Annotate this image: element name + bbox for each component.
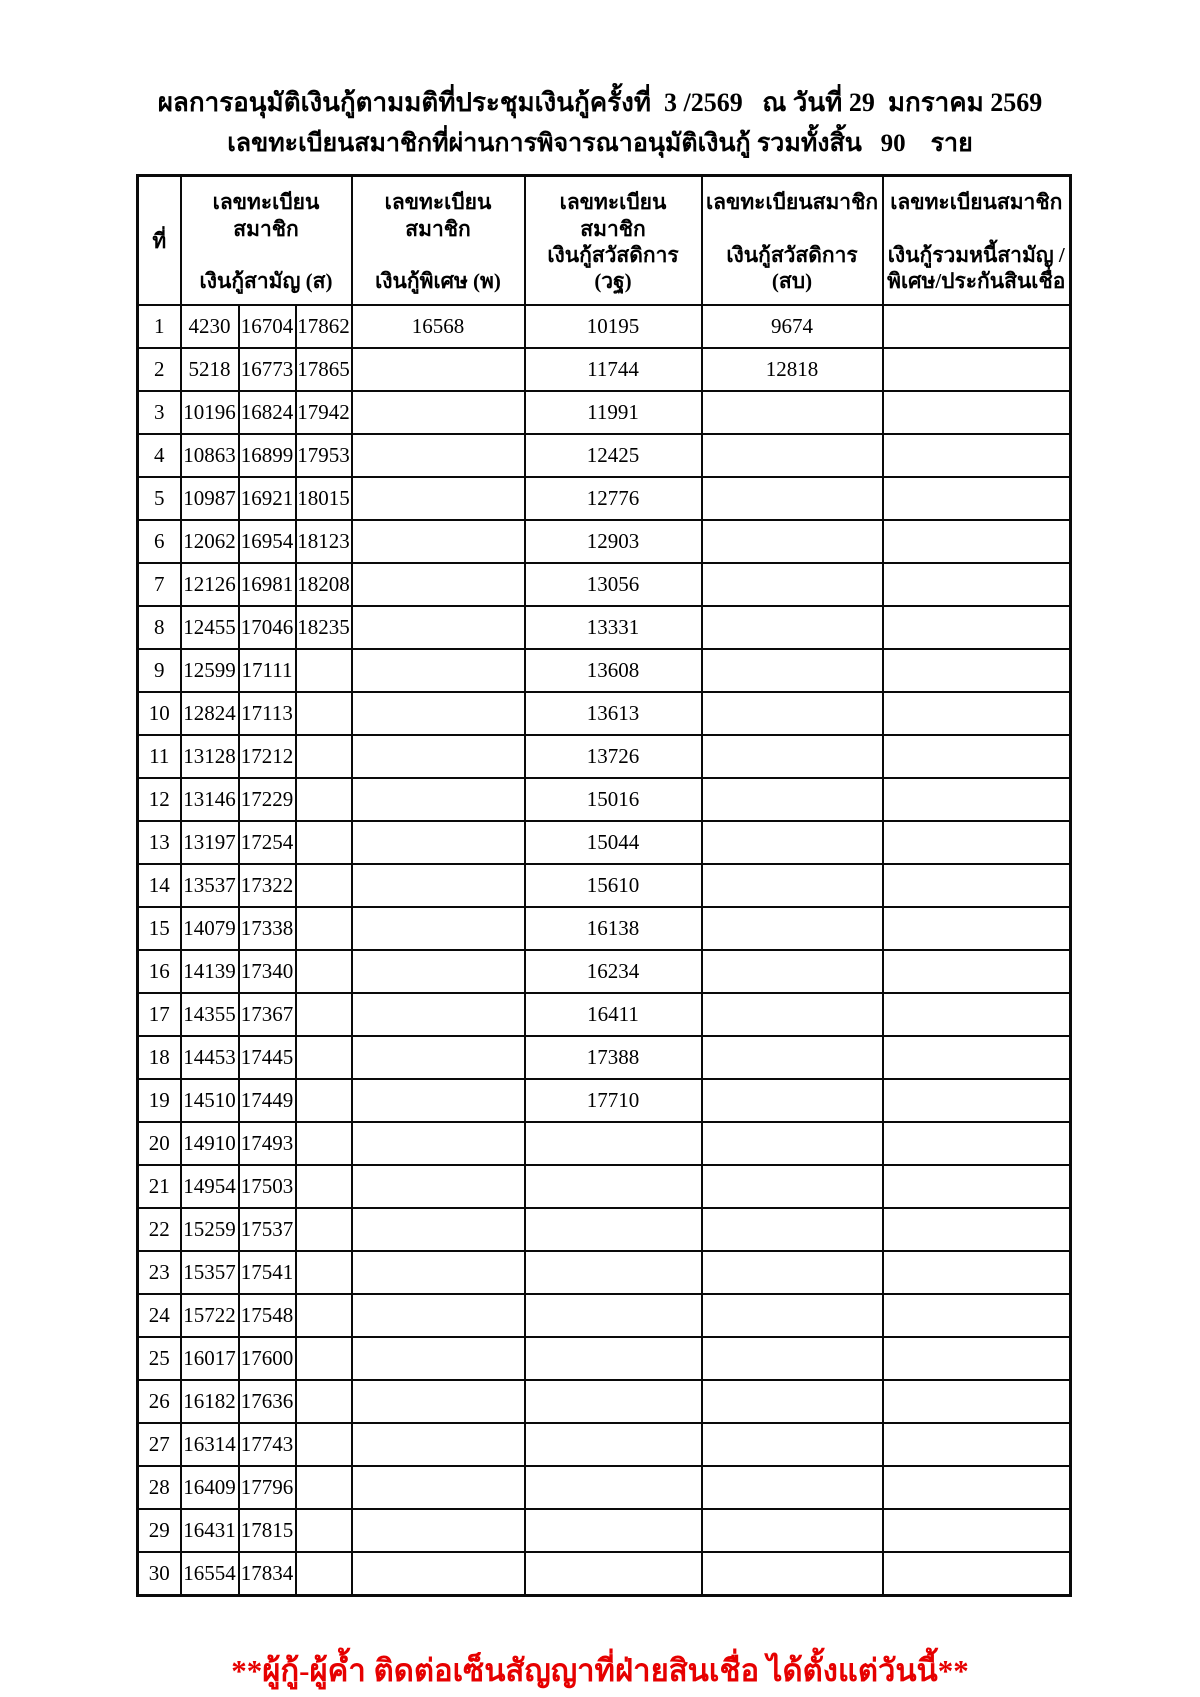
cell-samanya_2: 17815: [239, 1509, 296, 1552]
cell-welfare_sb: [702, 950, 883, 993]
cell-welfare_wt: [525, 1423, 702, 1466]
cell-welfare_wt: 12425: [525, 434, 702, 477]
cell-welfare_wt: 16138: [525, 907, 702, 950]
cell-samanya_1: 14079: [181, 907, 239, 950]
cell-welfare_wt: [525, 1294, 702, 1337]
cell-welfare_sb: [702, 1165, 883, 1208]
cell-no: 15: [138, 907, 181, 950]
cell-welfare_wt: 13726: [525, 735, 702, 778]
cell-samanya_3: [296, 735, 352, 778]
cell-no: 30: [138, 1552, 181, 1596]
cell-special: [352, 692, 525, 735]
cell-welfare_sb: [702, 692, 883, 735]
table-row: [138, 1552, 1071, 1596]
cell-no: 16: [138, 950, 181, 993]
cell-welfare_wt: [525, 1509, 702, 1552]
table-row: [138, 864, 1071, 907]
header-welfare-wt-line1: เลขทะเบียนสมาชิก: [559, 190, 667, 241]
cell-samanya_2: 17367: [239, 993, 296, 1036]
cell-samanya_3: [296, 1036, 352, 1079]
cell-welfare_sb: [702, 649, 883, 692]
cell-special: [352, 1294, 525, 1337]
cell-combined: [883, 606, 1071, 649]
cell-no: 4: [138, 434, 181, 477]
cell-welfare_sb: [702, 1251, 883, 1294]
cell-samanya_3: [296, 778, 352, 821]
cell-samanya_3: [296, 1337, 352, 1380]
cell-samanya_3: 18235: [296, 606, 352, 649]
table-row: [138, 1122, 1071, 1165]
cell-welfare_wt: 12903: [525, 520, 702, 563]
cell-welfare_wt: [525, 1208, 702, 1251]
cell-no: 20: [138, 1122, 181, 1165]
header-welfare-wt: [525, 176, 702, 306]
cell-samanya_2: 17537: [239, 1208, 296, 1251]
header-combined-line3: พิเศษ/ประกันสินเชื่อ: [887, 269, 1066, 294]
cell-welfare_sb: [702, 1079, 883, 1122]
cell-special: [352, 477, 525, 520]
cell-samanya_1: 16314: [181, 1423, 239, 1466]
cell-welfare_wt: [525, 1380, 702, 1423]
cell-samanya_1: 10196: [181, 391, 239, 434]
cell-samanya_1: 5218: [181, 348, 239, 391]
cell-combined: [883, 520, 1071, 563]
cell-no: 13: [138, 821, 181, 864]
cell-samanya_2: 17541: [239, 1251, 296, 1294]
cell-combined: [883, 1208, 1071, 1251]
cell-no: 21: [138, 1165, 181, 1208]
cell-samanya_1: 14954: [181, 1165, 239, 1208]
cell-samanya_3: [296, 864, 352, 907]
cell-welfare_wt: 13613: [525, 692, 702, 735]
cell-welfare_sb: [702, 606, 883, 649]
cell-combined: [883, 1165, 1071, 1208]
cell-special: [352, 348, 525, 391]
cell-combined: [883, 1552, 1071, 1596]
cell-combined: [883, 1380, 1071, 1423]
cell-samanya_3: [296, 1552, 352, 1596]
cell-welfare_wt: [525, 1251, 702, 1294]
cell-samanya_3: [296, 1509, 352, 1552]
cell-samanya_1: 16554: [181, 1552, 239, 1596]
cell-combined: [883, 1036, 1071, 1079]
cell-no: 28: [138, 1466, 181, 1509]
cell-no: 5: [138, 477, 181, 520]
cell-special: [352, 563, 525, 606]
header-combined: [883, 176, 1071, 306]
cell-samanya_2: 17046: [239, 606, 296, 649]
table-row: [138, 305, 1071, 348]
table-row: [138, 950, 1071, 993]
cell-combined: [883, 434, 1071, 477]
cell-welfare_sb: 12818: [702, 348, 883, 391]
cell-special: [352, 1251, 525, 1294]
cell-samanya_3: [296, 649, 352, 692]
cell-welfare_sb: [702, 993, 883, 1036]
page-subtitle: เลขทะเบียนสมาชิกที่ผ่านการพิจารณาอนุมัติเงินกู้ รวมทั้งสิ้น 90 ราย: [227, 129, 973, 157]
header-special: [352, 176, 525, 306]
cell-samanya_1: 14910: [181, 1122, 239, 1165]
cell-welfare_wt: 10195: [525, 305, 702, 348]
cell-special: [352, 520, 525, 563]
table-row: [138, 1380, 1071, 1423]
table-row: [138, 907, 1071, 950]
cell-samanya_2: 17548: [239, 1294, 296, 1337]
cell-combined: [883, 1079, 1071, 1122]
cell-welfare_wt: 15044: [525, 821, 702, 864]
cell-samanya_1: 12824: [181, 692, 239, 735]
cell-special: [352, 907, 525, 950]
cell-special: [352, 606, 525, 649]
cell-no: 12: [138, 778, 181, 821]
table-row: [138, 391, 1071, 434]
cell-samanya_1: 13197: [181, 821, 239, 864]
cell-samanya_3: [296, 1294, 352, 1337]
cell-welfare_sb: [702, 1337, 883, 1380]
cell-samanya_2: 17338: [239, 907, 296, 950]
cell-combined: [883, 477, 1071, 520]
cell-no: 9: [138, 649, 181, 692]
cell-no: 17: [138, 993, 181, 1036]
cell-no: 19: [138, 1079, 181, 1122]
cell-combined: [883, 563, 1071, 606]
cell-samanya_2: 17229: [239, 778, 296, 821]
cell-welfare_wt: [525, 1337, 702, 1380]
cell-samanya_1: 4230: [181, 305, 239, 348]
header-welfare-sb-line1: เลขทะเบียนสมาชิก: [705, 190, 879, 215]
cell-welfare_sb: [702, 1509, 883, 1552]
table-row: [138, 649, 1071, 692]
cell-no: 25: [138, 1337, 181, 1380]
cell-samanya_3: [296, 1380, 352, 1423]
table-row: [138, 1294, 1071, 1337]
table-row: [138, 692, 1071, 735]
cell-samanya_3: [296, 1466, 352, 1509]
cell-samanya_2: 17322: [239, 864, 296, 907]
cell-welfare_wt: 17388: [525, 1036, 702, 1079]
cell-samanya_2: 17503: [239, 1165, 296, 1208]
header-samanya-line1: เลขทะเบียนสมาชิก: [212, 190, 320, 241]
cell-welfare_sb: [702, 821, 883, 864]
cell-special: [352, 1036, 525, 1079]
cell-welfare_sb: [702, 778, 883, 821]
cell-samanya_1: 16431: [181, 1509, 239, 1552]
cell-no: 2: [138, 348, 181, 391]
cell-welfare_wt: 13331: [525, 606, 702, 649]
cell-welfare_sb: [702, 1036, 883, 1079]
table-row: [138, 1208, 1071, 1251]
table-row: [138, 1337, 1071, 1380]
cell-samanya_1: 15357: [181, 1251, 239, 1294]
cell-samanya_3: 17942: [296, 391, 352, 434]
cell-combined: [883, 391, 1071, 434]
cell-welfare_sb: [702, 1122, 883, 1165]
cell-samanya_2: 16899: [239, 434, 296, 477]
table-row: [138, 821, 1071, 864]
table-row: [138, 563, 1071, 606]
cell-welfare_sb: [702, 1294, 883, 1337]
cell-samanya_2: 17212: [239, 735, 296, 778]
cell-samanya_2: 16824: [239, 391, 296, 434]
cell-no: 29: [138, 1509, 181, 1552]
cell-combined: [883, 1423, 1071, 1466]
header-row: [138, 176, 1071, 306]
cell-welfare_sb: [702, 1466, 883, 1509]
cell-welfare_sb: 9674: [702, 305, 883, 348]
cell-samanya_3: [296, 950, 352, 993]
cell-samanya_2: 17493: [239, 1122, 296, 1165]
cell-samanya_1: 12455: [181, 606, 239, 649]
cell-samanya_2: 16981: [239, 563, 296, 606]
cell-samanya_1: 14139: [181, 950, 239, 993]
cell-welfare_sb: [702, 1208, 883, 1251]
cell-no: 27: [138, 1423, 181, 1466]
cell-special: [352, 993, 525, 1036]
cell-samanya_1: 12126: [181, 563, 239, 606]
cell-combined: [883, 1509, 1071, 1552]
cell-welfare_wt: 11744: [525, 348, 702, 391]
cell-samanya_3: 17862: [296, 305, 352, 348]
header-welfare-wt-line2: เงินกู้สวัสดิการ (วฐ): [547, 242, 679, 294]
cell-samanya_2: 16954: [239, 520, 296, 563]
cell-samanya_2: 17340: [239, 950, 296, 993]
cell-samanya_3: 18208: [296, 563, 352, 606]
cell-welfare_sb: [702, 907, 883, 950]
cell-combined: [883, 649, 1071, 692]
cell-combined: [883, 1122, 1071, 1165]
cell-combined: [883, 1337, 1071, 1380]
cell-welfare_wt: 12776: [525, 477, 702, 520]
cell-samanya_3: [296, 1208, 352, 1251]
cell-samanya_2: 17449: [239, 1079, 296, 1122]
table-row: [138, 778, 1071, 821]
cell-samanya_3: [296, 1165, 352, 1208]
header-special-line2: เงินกู้พิเศษ (พ): [375, 269, 501, 294]
cell-special: [352, 1208, 525, 1251]
cell-welfare_wt: [525, 1122, 702, 1165]
cell-combined: [883, 1251, 1071, 1294]
table-row: [138, 1079, 1071, 1122]
table-row: [138, 477, 1071, 520]
cell-combined: [883, 821, 1071, 864]
cell-samanya_2: 17254: [239, 821, 296, 864]
cell-welfare_wt: 17710: [525, 1079, 702, 1122]
cell-special: 16568: [352, 305, 525, 348]
cell-welfare_sb: [702, 563, 883, 606]
cell-welfare_sb: [702, 520, 883, 563]
cell-samanya_2: 16773: [239, 348, 296, 391]
cell-special: [352, 778, 525, 821]
header-combined-line2: เงินกู้รวมหนี้สามัญ /: [887, 242, 1065, 267]
cell-no: 11: [138, 735, 181, 778]
cell-welfare_wt: 13608: [525, 649, 702, 692]
table-row: [138, 434, 1071, 477]
cell-combined: [883, 305, 1071, 348]
footer-note: **ผู้กู้-ผู้ค้ำ ติดต่อเซ็นสัญญาที่ฝ่ายสินเชื่อ ได้ตั้งแต่วันนี้**: [231, 1653, 969, 1689]
table-row: [138, 1251, 1071, 1294]
cell-no: 6: [138, 520, 181, 563]
cell-welfare_sb: [702, 434, 883, 477]
cell-samanya_3: [296, 821, 352, 864]
cell-samanya_1: 13537: [181, 864, 239, 907]
cell-no: 3: [138, 391, 181, 434]
cell-samanya_2: 17796: [239, 1466, 296, 1509]
header-samanya-line2: เงินกู้สามัญ (ส): [199, 269, 333, 294]
cell-samanya_2: 17743: [239, 1423, 296, 1466]
cell-samanya_2: 17636: [239, 1380, 296, 1423]
table-row: [138, 520, 1071, 563]
cell-special: [352, 735, 525, 778]
cell-combined: [883, 864, 1071, 907]
cell-samanya_3: [296, 1251, 352, 1294]
cell-no: 24: [138, 1294, 181, 1337]
cell-special: [352, 1122, 525, 1165]
header-welfare-sb: [702, 176, 883, 306]
header-combined-lines23: [886, 242, 1068, 295]
cell-samanya_3: [296, 1122, 352, 1165]
cell-no: 14: [138, 864, 181, 907]
header-no: [138, 176, 181, 306]
cell-samanya_2: 17834: [239, 1552, 296, 1596]
cell-special: [352, 821, 525, 864]
table-row: [138, 1165, 1071, 1208]
cell-welfare_wt: [525, 1165, 702, 1208]
cell-samanya_2: 17600: [239, 1337, 296, 1380]
cell-samanya_3: [296, 993, 352, 1036]
table-row: [138, 348, 1071, 391]
cell-samanya_1: 16017: [181, 1337, 239, 1380]
cell-samanya_1: 16409: [181, 1466, 239, 1509]
header-combined-line1: เลขทะเบียนสมาชิก: [890, 190, 1063, 215]
cell-welfare_wt: 15610: [525, 864, 702, 907]
cell-combined: [883, 1294, 1071, 1337]
table-row: [138, 1036, 1071, 1079]
cell-welfare_sb: [702, 864, 883, 907]
table-header: [138, 176, 1071, 306]
cell-samanya_1: 15259: [181, 1208, 239, 1251]
cell-welfare_sb: [702, 735, 883, 778]
cell-samanya_1: 10863: [181, 434, 239, 477]
cell-combined: [883, 735, 1071, 778]
table-row: [138, 993, 1071, 1036]
cell-samanya_1: 14355: [181, 993, 239, 1036]
cell-samanya_1: 10987: [181, 477, 239, 520]
cell-samanya_2: 16921: [239, 477, 296, 520]
cell-samanya_3: 18123: [296, 520, 352, 563]
cell-samanya_3: [296, 907, 352, 950]
cell-samanya_2: 16704: [239, 305, 296, 348]
cell-combined: [883, 348, 1071, 391]
table-row: [138, 1466, 1071, 1509]
cell-samanya_1: 13128: [181, 735, 239, 778]
cell-combined: [883, 778, 1071, 821]
cell-samanya_3: 17865: [296, 348, 352, 391]
cell-samanya_1: 12599: [181, 649, 239, 692]
cell-welfare_wt: 15016: [525, 778, 702, 821]
cell-samanya_1: 14453: [181, 1036, 239, 1079]
cell-combined: [883, 692, 1071, 735]
cell-welfare_sb: [702, 1552, 883, 1596]
cell-special: [352, 1165, 525, 1208]
cell-welfare_sb: [702, 1423, 883, 1466]
cell-special: [352, 1423, 525, 1466]
cell-special: [352, 1079, 525, 1122]
cell-combined: [883, 1466, 1071, 1509]
cell-samanya_1: 14510: [181, 1079, 239, 1122]
page-title: ผลการอนุมัติเงินกู้ตามมติที่ประชุมเงินกู้ครั้งที่ 3 /2569 ณ วันที่ 29 มกราคม 2569: [157, 88, 1043, 117]
cell-welfare_wt: 11991: [525, 391, 702, 434]
cell-combined: [883, 907, 1071, 950]
cell-samanya_1: 12062: [181, 520, 239, 563]
cell-no: 8: [138, 606, 181, 649]
loan-approval-table: [136, 174, 1072, 1597]
cell-special: [352, 1337, 525, 1380]
header-welfare-sb-line2: เงินกู้สวัสดิการ (สบ): [726, 242, 858, 294]
cell-samanya_1: 13146: [181, 778, 239, 821]
table-row: [138, 735, 1071, 778]
cell-samanya_3: [296, 1079, 352, 1122]
table-row: [138, 1423, 1071, 1466]
cell-special: [352, 1380, 525, 1423]
cell-combined: [883, 993, 1071, 1036]
cell-samanya_3: 17953: [296, 434, 352, 477]
cell-no: 26: [138, 1380, 181, 1423]
cell-samanya_2: 17111: [239, 649, 296, 692]
cell-samanya_3: [296, 1423, 352, 1466]
table-row: [138, 606, 1071, 649]
cell-no: 10: [138, 692, 181, 735]
cell-welfare_wt: 13056: [525, 563, 702, 606]
header-no-label: ที่: [152, 228, 167, 253]
cell-no: 18: [138, 1036, 181, 1079]
cell-samanya_2: 17113: [239, 692, 296, 735]
cell-samanya_1: 16182: [181, 1380, 239, 1423]
cell-no: 1: [138, 305, 181, 348]
cell-no: 23: [138, 1251, 181, 1294]
member-table-body: [138, 305, 1071, 1596]
cell-special: [352, 950, 525, 993]
header-samanya: [181, 176, 352, 306]
cell-special: [352, 649, 525, 692]
cell-welfare_wt: [525, 1466, 702, 1509]
cell-welfare_wt: 16234: [525, 950, 702, 993]
cell-no: 22: [138, 1208, 181, 1251]
cell-special: [352, 1552, 525, 1596]
cell-welfare_sb: [702, 477, 883, 520]
cell-welfare_sb: [702, 391, 883, 434]
cell-samanya_3: [296, 692, 352, 735]
cell-special: [352, 864, 525, 907]
cell-welfare_sb: [702, 1380, 883, 1423]
cell-welfare_wt: [525, 1552, 702, 1596]
cell-special: [352, 1509, 525, 1552]
cell-samanya_2: 17445: [239, 1036, 296, 1079]
cell-samanya_3: 18015: [296, 477, 352, 520]
header-special-line1: เลขทะเบียนสมาชิก: [384, 190, 492, 241]
cell-combined: [883, 950, 1071, 993]
cell-special: [352, 391, 525, 434]
cell-samanya_1: 15722: [181, 1294, 239, 1337]
table-row: [138, 1509, 1071, 1552]
cell-special: [352, 434, 525, 477]
cell-welfare_wt: 16411: [525, 993, 702, 1036]
cell-no: 7: [138, 563, 181, 606]
cell-special: [352, 1466, 525, 1509]
